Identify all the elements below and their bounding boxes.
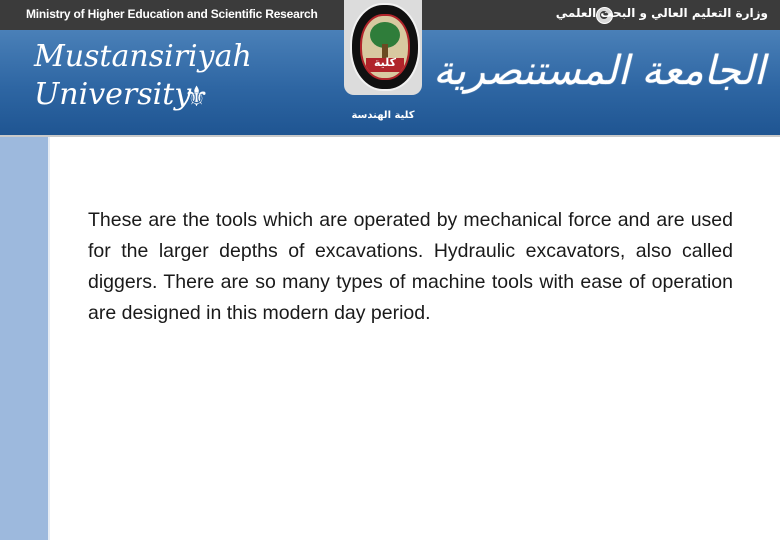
university-name-arabic: الجامعة المستنصرية (433, 48, 765, 94)
university-name-english (34, 38, 252, 114)
banner-divider (0, 135, 780, 137)
university-name-line2: University (34, 77, 192, 112)
fleur-de-lis-icon: ⚜ (184, 80, 210, 113)
emblem-word: كلية (373, 56, 397, 69)
left-accent-strip (0, 137, 48, 540)
left-accent-divider (48, 137, 50, 540)
emblem-center (360, 14, 410, 80)
university-name-line1: Mustansiriyah (34, 39, 252, 74)
college-name-arabic: كلية الهندسة (351, 110, 415, 121)
ministry-name-arabic: وزارة التعليم العالي و البحث العلمي (555, 6, 768, 20)
ministry-name-english: Ministry of Higher Education and Scientific Research (26, 7, 318, 21)
slide-body-text: These are the tools which are operated by mechanical force and are used for the larger depths of excavations. Hydraulic excavators, also called diggers. There are so many types of machine tools with ease of operation are designed in this modern day period. (88, 209, 733, 324)
